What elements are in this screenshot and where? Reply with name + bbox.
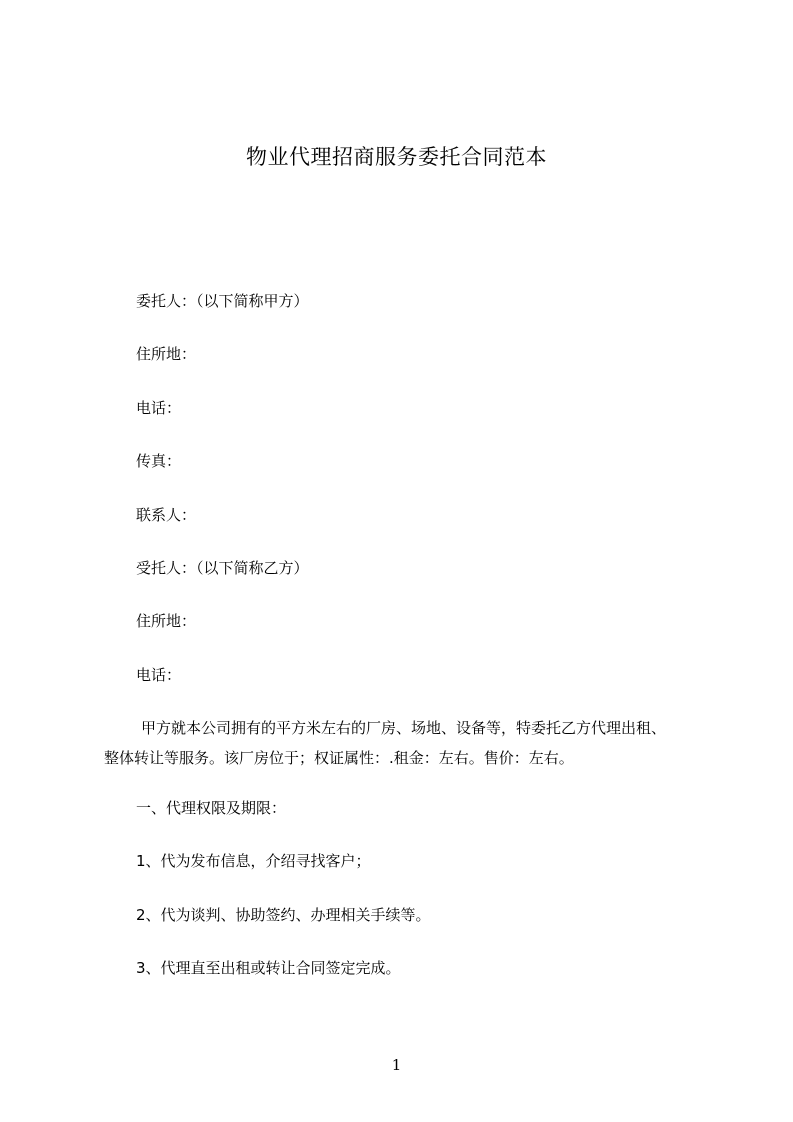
list-item: 1、代为发布信息，介绍寻找客户； [136,852,371,870]
list-item: 3、代理直至出租或转让合同签定完成。 [136,959,401,977]
section-heading: 一、代理权限及期限： [136,799,287,817]
field-agent: 受托人：（以下简称乙方） [136,559,309,577]
document-title: 物业代理招商服务委托合同范本 [246,145,547,169]
list-item: 2、代为谈判、协助签约、办理相关手续等。 [136,906,431,924]
field-principal-address: 住所地： [136,345,197,363]
field-principal: 委托人：（以下简称甲方） [136,292,309,310]
field-principal-phone: 电话： [136,399,182,417]
intro-paragraph-line-1: 甲方就本公司拥有的平方米左右的厂房、场地、设备等，特委托乙方代理出租、 [141,719,667,737]
page-number: 1 [391,1056,402,1074]
field-agent-phone: 电话： [136,666,182,684]
field-principal-fax: 传真： [136,452,182,470]
field-principal-contact: 联系人： [136,506,197,524]
intro-paragraph [104,713,704,773]
field-agent-address: 住所地： [136,612,197,630]
intro-paragraph-line-2: 整体转让等服务。该厂房位于；权证属性：.租金：左右。售价：左右。 [104,749,574,767]
